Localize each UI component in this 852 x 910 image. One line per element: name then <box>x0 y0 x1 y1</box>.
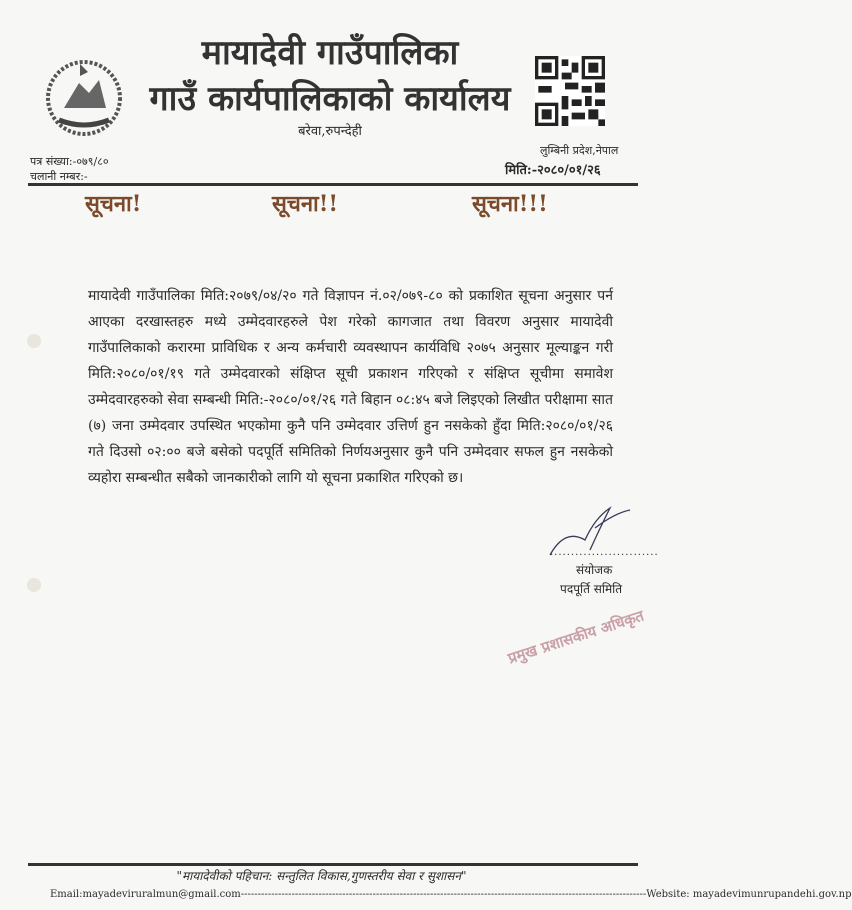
footer-contact <box>50 888 852 901</box>
notice-heading-2: सूचना!! <box>272 191 339 217</box>
official-stamp: प्रमुख प्रशासकीय अधिकृत <box>505 606 647 668</box>
footer-divider <box>28 863 638 866</box>
signature-line: .......................... <box>550 547 659 558</box>
office-title-line2: गाउँ कार्यपालिकाको कार्यालय <box>149 79 511 119</box>
signatory-title: संयोजक <box>576 563 613 577</box>
notice-body: मायादेवी गाउँपालिका मिति:२०७९/०४/२० गते विज्ञापन नं.०२/०७९-८० को प्रकाशित सूचना अनुसार पर्न आएका दरखास्तहरु मध्ये उम्मेदवारहरुले पेश गरेको कागजात तथा विवरण अनुसार मायादेवी गाउँपालिकाको करारमा प्राविधिक र अन्य कर्मचारी व्यवस्थापन कार्यविधि २०७५ अनुसार मूल्याङ्कन गरी मिति:२०८०/०१/१९ गते उम्मेदवारको संक्षिप्त सूची प्रकाशन गरिएको र संक्षिप्त सूचीमा समावेश उम्मेदवारहरुको सेवा सम्बन्धी मिति:-२०८०/०१/२६ गते बिहान ०८:४५ बजे लिइएको लिखीत परीक्षामा सात (७) जना उम्मेदवार उपस्थित भएकोमा कुनै पनि उम्मेदवार उत्तिर्ण हुन नसकेको हुँदा मिति:२०८०/०१/२६ गते दिउसो ०२:०० बजे बसेको पदपूर्ति समितिको निर्णयअनुसार कुनै पनि उम्मेदवार सफल हुन नसकेको व्यहोरा सम्बन्धीत सबैको जानकारीको लागि यो सूचना प्रकाशित गरिएको छ। <box>88 288 613 486</box>
header-divider <box>28 183 638 186</box>
footer-slogan: "मायादेवीको पहिचान: सन्तुलित विकास,गुणस्तरीय सेवा र सुशासन" <box>176 869 467 883</box>
notice-heading-1: सूचना! <box>85 191 142 217</box>
dispatch-number: चलानी नम्बर:- <box>30 170 88 183</box>
committee-name: पदपूर्ति समिति <box>560 582 623 596</box>
footer-website: Website: mayadevimunrupandehi.gov.np <box>646 889 852 900</box>
footer-dashes: ------------------------------------------------------------------------------------------------------------------------ <box>240 889 647 900</box>
province-text: लुम्बिनी प्रदेश,नेपाल <box>540 144 619 157</box>
footer-email: Email:mayadeviruralmun@gmail.com <box>50 889 241 900</box>
nepal-emblem-icon <box>44 58 124 138</box>
notice-heading-3: सूचना!!! <box>472 191 548 217</box>
office-title-line1: मायादेवी गाउँपालिका <box>201 33 459 73</box>
office-address: बरेवा,रुपन्देही <box>298 124 362 139</box>
punch-hole <box>27 334 41 348</box>
letter-number: पत्र संख्या:-०७९/८० <box>30 155 109 168</box>
punch-hole <box>27 578 41 592</box>
letter-date: मिति:-२०८०/०१/२६ <box>505 163 601 178</box>
qr-code-icon <box>535 56 605 126</box>
